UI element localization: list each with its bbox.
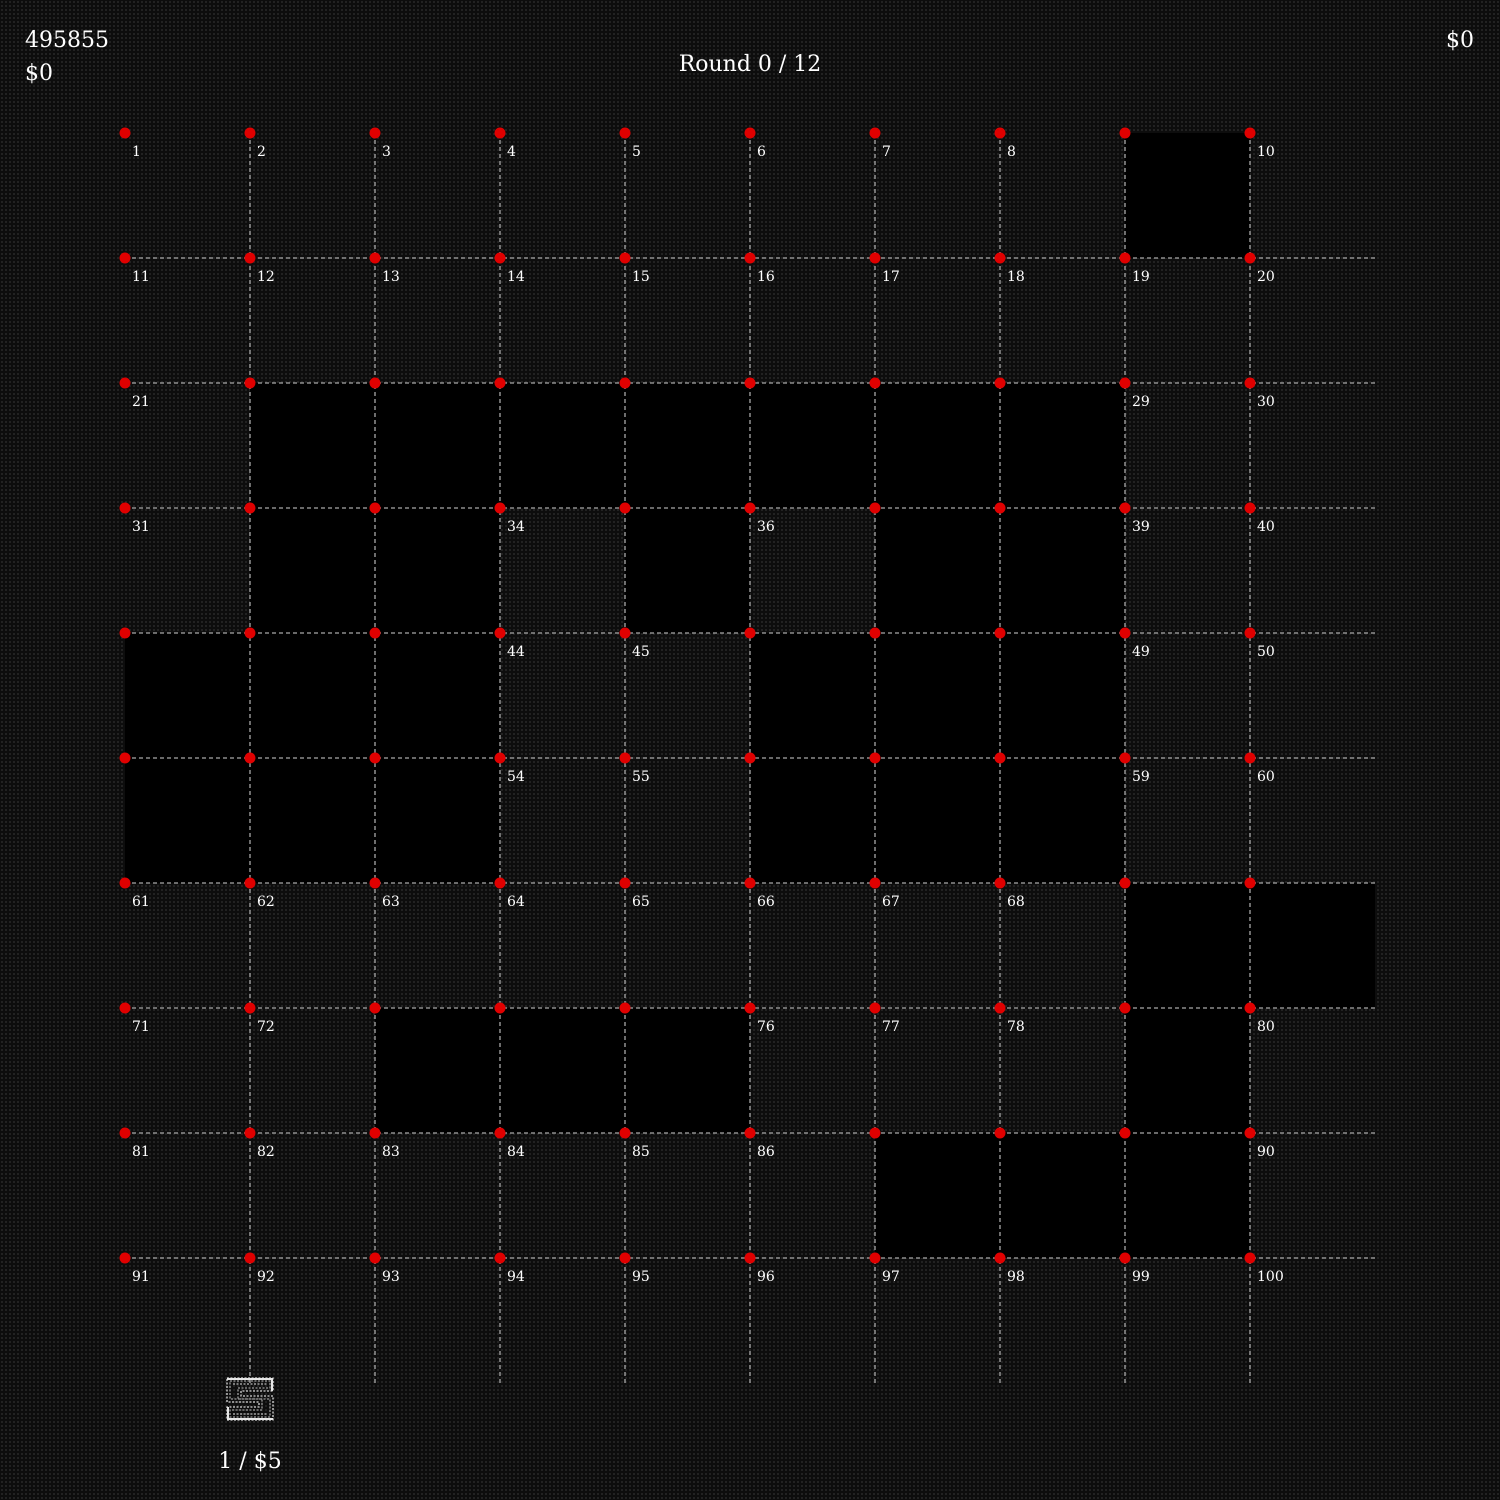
grid-node[interactable] <box>1245 503 1256 514</box>
grid-cell[interactable] <box>1120 1128 1131 1139</box>
money-counter-right: $0 <box>1446 28 1474 53</box>
hole-cell <box>1000 758 1125 883</box>
grid-node[interactable] <box>1120 1128 1131 1139</box>
hole-cell <box>250 633 375 758</box>
grid-cell[interactable] <box>870 628 881 639</box>
grid-cell[interactable] <box>245 628 256 639</box>
grid-node[interactable] <box>1120 878 1131 889</box>
cell-number: 67 <box>882 894 900 910</box>
hole-cell <box>875 383 1000 508</box>
hole-cell <box>1125 1008 1250 1133</box>
grid-node[interactable] <box>495 753 506 764</box>
hole-cell <box>500 383 625 508</box>
grid-node[interactable] <box>1245 128 1256 139</box>
cell-number: 60 <box>1257 769 1275 785</box>
grid-node[interactable] <box>1245 628 1256 639</box>
grid-node[interactable] <box>620 1003 631 1014</box>
cell-number: 19 <box>1132 269 1150 285</box>
grid-node[interactable] <box>620 628 631 639</box>
cell-number: 97 <box>882 1269 900 1285</box>
grid-node[interactable] <box>745 1253 756 1264</box>
grid-node[interactable] <box>245 878 256 889</box>
cell-number: 78 <box>1007 1019 1025 1035</box>
grid-node[interactable] <box>995 128 1006 139</box>
grid-node[interactable] <box>120 1003 131 1014</box>
grid-node[interactable] <box>495 1128 506 1139</box>
grid-node[interactable] <box>870 503 881 514</box>
grid-cell[interactable] <box>870 128 891 161</box>
grid-cell[interactable] <box>870 753 881 764</box>
grid-node[interactable] <box>370 503 381 514</box>
grid-cell[interactable] <box>1120 878 1131 889</box>
hole-cell <box>1000 508 1125 633</box>
grid-node[interactable] <box>1245 253 1256 264</box>
grid-cell[interactable] <box>995 378 1006 389</box>
grid-cell[interactable] <box>870 378 881 389</box>
grid-node[interactable] <box>370 878 381 889</box>
cell-number: 99 <box>1132 1269 1150 1285</box>
grid-node[interactable] <box>495 253 506 264</box>
grid-node[interactable] <box>745 628 756 639</box>
grid-node[interactable] <box>870 1003 881 1014</box>
grid-node[interactable] <box>745 253 756 264</box>
cell-number: 63 <box>382 894 400 910</box>
cell-number: 5 <box>632 144 641 160</box>
tile-shop-card[interactable] <box>200 1375 300 1474</box>
grid-node[interactable] <box>745 878 756 889</box>
grid-node[interactable] <box>1120 1003 1131 1014</box>
cell-number: 61 <box>132 894 150 910</box>
hole-cell <box>125 758 250 883</box>
grid-node[interactable] <box>370 1128 381 1139</box>
grid-node[interactable] <box>245 753 256 764</box>
grid-node[interactable] <box>620 128 631 139</box>
grid-node[interactable] <box>245 503 256 514</box>
grid-cell[interactable] <box>370 628 381 639</box>
grid-node[interactable] <box>995 753 1006 764</box>
hole-cell <box>1125 133 1250 258</box>
grid-cell[interactable] <box>995 753 1006 764</box>
cell-number: 72 <box>257 1019 275 1035</box>
hole-cell <box>875 1133 1000 1258</box>
grid-cell[interactable] <box>1120 1003 1131 1014</box>
cell-number: 7 <box>882 144 891 160</box>
cell-number: 98 <box>1007 1269 1025 1285</box>
cell-number: 84 <box>507 1144 525 1160</box>
grid-cell[interactable] <box>995 1128 1006 1139</box>
grid-node[interactable] <box>620 253 631 264</box>
cell-number: 82 <box>257 1144 275 1160</box>
hole-cell <box>500 1008 625 1133</box>
grid-node[interactable] <box>995 628 1006 639</box>
hole-cell <box>1000 383 1125 508</box>
zigzag-tile-icon[interactable] <box>224 1375 276 1423</box>
cell-number: 12 <box>257 269 275 285</box>
cell-number: 17 <box>882 269 900 285</box>
grid-node[interactable] <box>870 378 881 389</box>
grid-cell[interactable] <box>370 1003 381 1014</box>
grid-node[interactable] <box>495 628 506 639</box>
cell-number: 83 <box>382 1144 400 1160</box>
cell-number: 3 <box>382 144 391 160</box>
grid-cell[interactable] <box>495 128 517 161</box>
cell-number: 66 <box>757 894 775 910</box>
grid-node[interactable] <box>120 378 131 389</box>
hole-cell <box>250 758 375 883</box>
grid-node[interactable] <box>245 378 256 389</box>
grid-node[interactable] <box>120 628 131 639</box>
cell-number: 31 <box>132 519 150 535</box>
cell-number: 21 <box>132 394 150 410</box>
grid-node[interactable] <box>370 378 381 389</box>
grid-node[interactable] <box>620 1128 631 1139</box>
grid-node[interactable] <box>995 253 1006 264</box>
hole-cell <box>750 383 875 508</box>
grid-node[interactable] <box>620 378 631 389</box>
hole-cell <box>375 508 500 633</box>
cell-number: 34 <box>507 519 525 535</box>
cell-number: 15 <box>632 269 650 285</box>
hole-cell <box>1000 633 1125 758</box>
hole-cell <box>1125 1133 1250 1258</box>
grid-node[interactable] <box>745 128 756 139</box>
cell-number: 68 <box>1007 894 1025 910</box>
grid-cell[interactable] <box>245 128 266 161</box>
grid-node[interactable] <box>1245 1003 1256 1014</box>
cell-number: 13 <box>382 269 400 285</box>
grid-node[interactable] <box>120 1253 131 1264</box>
grid-node[interactable] <box>120 128 131 139</box>
grid-cell[interactable] <box>120 628 131 639</box>
grid-node[interactable] <box>1245 1253 1256 1264</box>
cell-number: 100 <box>1257 1269 1284 1285</box>
grid-cell[interactable] <box>120 753 131 764</box>
hole-cell <box>250 383 375 508</box>
grid-node[interactable] <box>620 878 631 889</box>
grid-node[interactable] <box>1120 128 1131 139</box>
hole-cell <box>375 633 500 758</box>
hole-cell <box>375 383 500 508</box>
cell-number: 71 <box>132 1019 150 1035</box>
cell-number: 50 <box>1257 644 1275 660</box>
grid-node[interactable] <box>995 1253 1006 1264</box>
grid-cell[interactable] <box>995 628 1006 639</box>
grid-cell[interactable] <box>745 628 756 639</box>
cell-number: 95 <box>632 1269 650 1285</box>
grid-node[interactable] <box>495 503 506 514</box>
grid-cell[interactable] <box>245 503 256 514</box>
grid-cell[interactable] <box>370 753 381 764</box>
cell-number: 59 <box>1132 769 1150 785</box>
cell-number: 77 <box>882 1019 900 1035</box>
cell-number: 54 <box>507 769 525 785</box>
grid-node[interactable] <box>870 128 881 139</box>
tile-price-label: 1 / $5 <box>218 1449 282 1474</box>
grid-node[interactable] <box>495 1003 506 1014</box>
cell-number: 85 <box>632 1144 650 1160</box>
grid-node[interactable] <box>1120 753 1131 764</box>
cell-number: 64 <box>507 894 525 910</box>
grid-cell[interactable] <box>370 128 391 161</box>
grid-node[interactable] <box>495 128 506 139</box>
grid-node[interactable] <box>995 503 1006 514</box>
grid-node[interactable] <box>245 1003 256 1014</box>
grid-node[interactable] <box>620 503 631 514</box>
grid-node[interactable] <box>245 628 256 639</box>
grid-node[interactable] <box>245 253 256 264</box>
grid-cell[interactable] <box>745 753 756 764</box>
grid-cell[interactable] <box>620 128 641 161</box>
hole-cell <box>250 508 375 633</box>
cell-number: 80 <box>1257 1019 1275 1035</box>
cell-number: 65 <box>632 894 650 910</box>
grid-cell[interactable] <box>495 1003 506 1014</box>
grid-node[interactable] <box>870 1128 881 1139</box>
grid-node[interactable] <box>1120 378 1131 389</box>
grid-node[interactable] <box>870 878 881 889</box>
hole-cell <box>1125 883 1250 1008</box>
cell-number: 14 <box>507 269 525 285</box>
cell-number: 6 <box>757 144 766 160</box>
grid-cell[interactable] <box>870 1128 881 1139</box>
grid-node[interactable] <box>120 753 131 764</box>
cell-number: 44 <box>507 644 525 660</box>
grid-node[interactable] <box>120 503 131 514</box>
grid-cell[interactable] <box>245 753 256 764</box>
cell-number: 36 <box>757 519 775 535</box>
cell-number: 11 <box>132 269 150 285</box>
seed-number: 495855 <box>25 28 109 53</box>
cell-number: 4 <box>507 144 516 160</box>
grid-cell[interactable] <box>870 503 881 514</box>
grid-cell[interactable] <box>370 378 381 389</box>
cell-number: 2 <box>257 144 266 160</box>
hole-cell <box>625 383 750 508</box>
round-counter: Round 0 / 12 <box>678 52 822 77</box>
grid-node[interactable] <box>1245 753 1256 764</box>
cell-number: 92 <box>257 1269 275 1285</box>
grid-node[interactable] <box>745 1003 756 1014</box>
grid-node[interactable] <box>245 1253 256 1264</box>
cell-number: 1 <box>132 144 141 160</box>
cell-number: 30 <box>1257 394 1275 410</box>
grid-node[interactable] <box>620 753 631 764</box>
grid-node[interactable] <box>245 1128 256 1139</box>
grid-node[interactable] <box>495 1253 506 1264</box>
grid-node[interactable] <box>495 878 506 889</box>
cell-number: 86 <box>757 1144 775 1160</box>
grid-cell[interactable] <box>995 128 1016 161</box>
hole-cell <box>1000 1133 1125 1258</box>
grid-node[interactable] <box>745 753 756 764</box>
hole-cell <box>875 758 1000 883</box>
grid-node[interactable] <box>1120 253 1131 264</box>
cell-number: 94 <box>507 1269 525 1285</box>
hole-cell <box>875 508 1000 633</box>
grid-node[interactable] <box>870 753 881 764</box>
grid-cell[interactable] <box>1120 128 1131 139</box>
grid-cell[interactable] <box>620 503 631 514</box>
grid-node[interactable] <box>870 628 881 639</box>
cell-number: 40 <box>1257 519 1275 535</box>
grid-cell[interactable] <box>745 128 767 161</box>
cell-number: 90 <box>1257 1144 1275 1160</box>
cell-number: 10 <box>1257 144 1275 160</box>
grid-node[interactable] <box>120 878 131 889</box>
cell-number: 29 <box>1132 394 1150 410</box>
grid-node[interactable] <box>870 253 881 264</box>
grid-node[interactable] <box>1120 503 1131 514</box>
grid-node[interactable] <box>120 253 131 264</box>
cell-number: 8 <box>1007 144 1016 160</box>
grid-node[interactable] <box>1120 1253 1131 1264</box>
cell-number: 20 <box>1257 269 1275 285</box>
hole-cell <box>375 758 500 883</box>
grid-node[interactable] <box>870 1253 881 1264</box>
grid-node[interactable] <box>995 378 1006 389</box>
grid-cell[interactable] <box>370 503 381 514</box>
grid-node[interactable] <box>495 378 506 389</box>
grid-cell[interactable] <box>745 378 756 389</box>
grid-cell[interactable] <box>120 128 141 161</box>
grid-node[interactable] <box>370 628 381 639</box>
hole-cell <box>625 508 750 633</box>
grid-node[interactable] <box>995 878 1006 889</box>
grid-node[interactable] <box>370 1253 381 1264</box>
grid-node[interactable] <box>370 128 381 139</box>
cell-number: 91 <box>132 1269 150 1285</box>
money-counter-left: $0 <box>25 61 53 86</box>
cell-number: 49 <box>1132 644 1150 660</box>
grid-node[interactable] <box>370 753 381 764</box>
cell-number: 81 <box>132 1144 150 1160</box>
hole-cell <box>750 758 875 883</box>
grid-cell[interactable] <box>995 503 1006 514</box>
grid-node[interactable] <box>1245 1128 1256 1139</box>
grid-node[interactable] <box>1120 628 1131 639</box>
grid-cell[interactable] <box>620 378 631 389</box>
hole-cell <box>125 633 250 758</box>
hole-cell <box>375 1008 500 1133</box>
grid-node[interactable] <box>745 378 756 389</box>
grid-node[interactable] <box>995 1128 1006 1139</box>
grid-node[interactable] <box>245 128 256 139</box>
cell-number: 16 <box>757 269 775 285</box>
grid-node[interactable] <box>370 1003 381 1014</box>
grid-cell[interactable] <box>495 378 506 389</box>
grid-node[interactable] <box>995 1003 1006 1014</box>
cell-number: 55 <box>632 769 650 785</box>
grid-node[interactable] <box>370 253 381 264</box>
hole-cell <box>875 633 1000 758</box>
grid-cell[interactable] <box>245 378 256 389</box>
cell-number: 62 <box>257 894 275 910</box>
grid-node[interactable] <box>745 503 756 514</box>
grid-cell[interactable] <box>1245 878 1256 889</box>
grid-node[interactable] <box>1245 378 1256 389</box>
cell-number: 93 <box>382 1269 400 1285</box>
hole-cell <box>625 1008 750 1133</box>
grid-node[interactable] <box>745 1128 756 1139</box>
grid-node[interactable] <box>1245 878 1256 889</box>
cell-number: 96 <box>757 1269 775 1285</box>
cell-number: 39 <box>1132 519 1150 535</box>
cell-number: 18 <box>1007 269 1025 285</box>
grid-node[interactable] <box>120 1128 131 1139</box>
hole-cell <box>750 633 875 758</box>
grid-node[interactable] <box>620 1253 631 1264</box>
cell-number: 45 <box>632 644 650 660</box>
hole-cell <box>1250 883 1375 1008</box>
grid-cell[interactable] <box>620 1003 631 1014</box>
cell-number: 76 <box>757 1019 775 1035</box>
